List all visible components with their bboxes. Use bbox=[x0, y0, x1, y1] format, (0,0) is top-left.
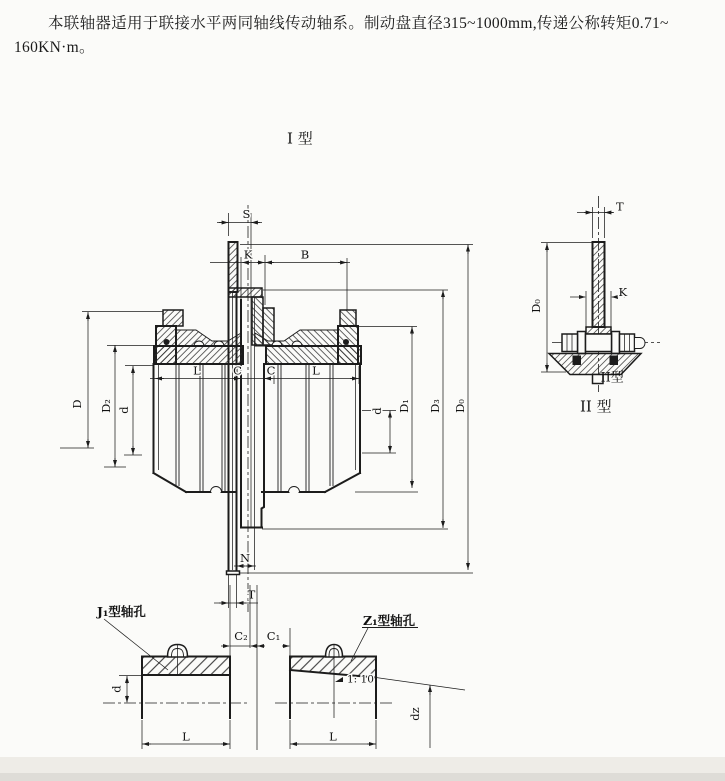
dim-label-l-j1: L bbox=[182, 729, 190, 744]
dim-label-c2: C₂ bbox=[234, 629, 248, 643]
figure2-caption: II 型 bbox=[580, 397, 612, 416]
figure3-shaft-hole-details bbox=[96, 585, 465, 750]
dim-label-D1: D₁ bbox=[397, 399, 411, 413]
dim-label-l-left: L bbox=[193, 363, 201, 378]
dim-label-D2: D₂ bbox=[99, 399, 113, 413]
gap-extension-lines bbox=[230, 585, 290, 750]
dim-label-l-z1: L bbox=[329, 729, 337, 744]
dim-label-b: B bbox=[300, 247, 310, 262]
dim-label-dz: dz bbox=[408, 707, 422, 721]
dim-label-c-right: C bbox=[266, 363, 276, 378]
figure1-caption: I 型 bbox=[287, 129, 313, 148]
gear-barrel-right bbox=[262, 364, 360, 492]
seal-dot-left bbox=[164, 339, 170, 345]
bolted-hub-assembly bbox=[549, 332, 645, 384]
brake-disc-vertical bbox=[586, 242, 611, 334]
intro-text-line1: 本联轴器适用于联接水平两同轴线传动轴系。制动盘直径315~1000mm,传递公称转矩0.71~ bbox=[48, 15, 669, 32]
dim-label-D0: D₀ bbox=[453, 399, 467, 413]
taper-ratio-label: 1: 10 bbox=[347, 673, 374, 686]
dim-label-t: T bbox=[247, 587, 256, 602]
dim-label-l-right: L bbox=[312, 363, 320, 378]
figure2-overlay-text: II型 bbox=[600, 370, 624, 386]
label-j1-bore-type: J₁型轴孔 bbox=[97, 604, 146, 619]
leader-line-j1 bbox=[104, 619, 168, 670]
dim-label-d-right: d bbox=[370, 407, 384, 415]
dim-label-d-left: d bbox=[117, 406, 131, 414]
dim-label-d-bore: d bbox=[109, 685, 124, 693]
seal-dot-right bbox=[343, 339, 349, 345]
figure2-type2-drawing bbox=[529, 196, 660, 416]
hub-z1-view bbox=[275, 645, 465, 750]
dim-label-c1: C₁ bbox=[266, 629, 281, 643]
dim-label-D3: D₃ bbox=[428, 399, 442, 413]
dim-label-D: D bbox=[70, 399, 84, 409]
taper-flag-icon bbox=[335, 677, 343, 682]
hub-cone bbox=[549, 354, 641, 375]
dim-label-n: N bbox=[239, 551, 251, 565]
dim-label-s: S bbox=[242, 207, 251, 221]
gear-barrel-left bbox=[154, 364, 237, 492]
dim-label-k: K bbox=[243, 247, 253, 262]
dim-label-D0-2: D₀ bbox=[529, 299, 543, 313]
hub-j1-view bbox=[103, 645, 250, 750]
dim-label-k2: K bbox=[618, 285, 628, 299]
bolt-tip bbox=[635, 338, 646, 349]
dim-label-t2: T bbox=[616, 199, 624, 214]
label-z1-bore-type: Z₁型轴孔 bbox=[363, 613, 416, 628]
intro-text-line2: 160KN·m。 bbox=[14, 39, 95, 56]
dim-label-c-left: C bbox=[233, 363, 242, 378]
figure1-type1-drawing bbox=[60, 130, 473, 613]
